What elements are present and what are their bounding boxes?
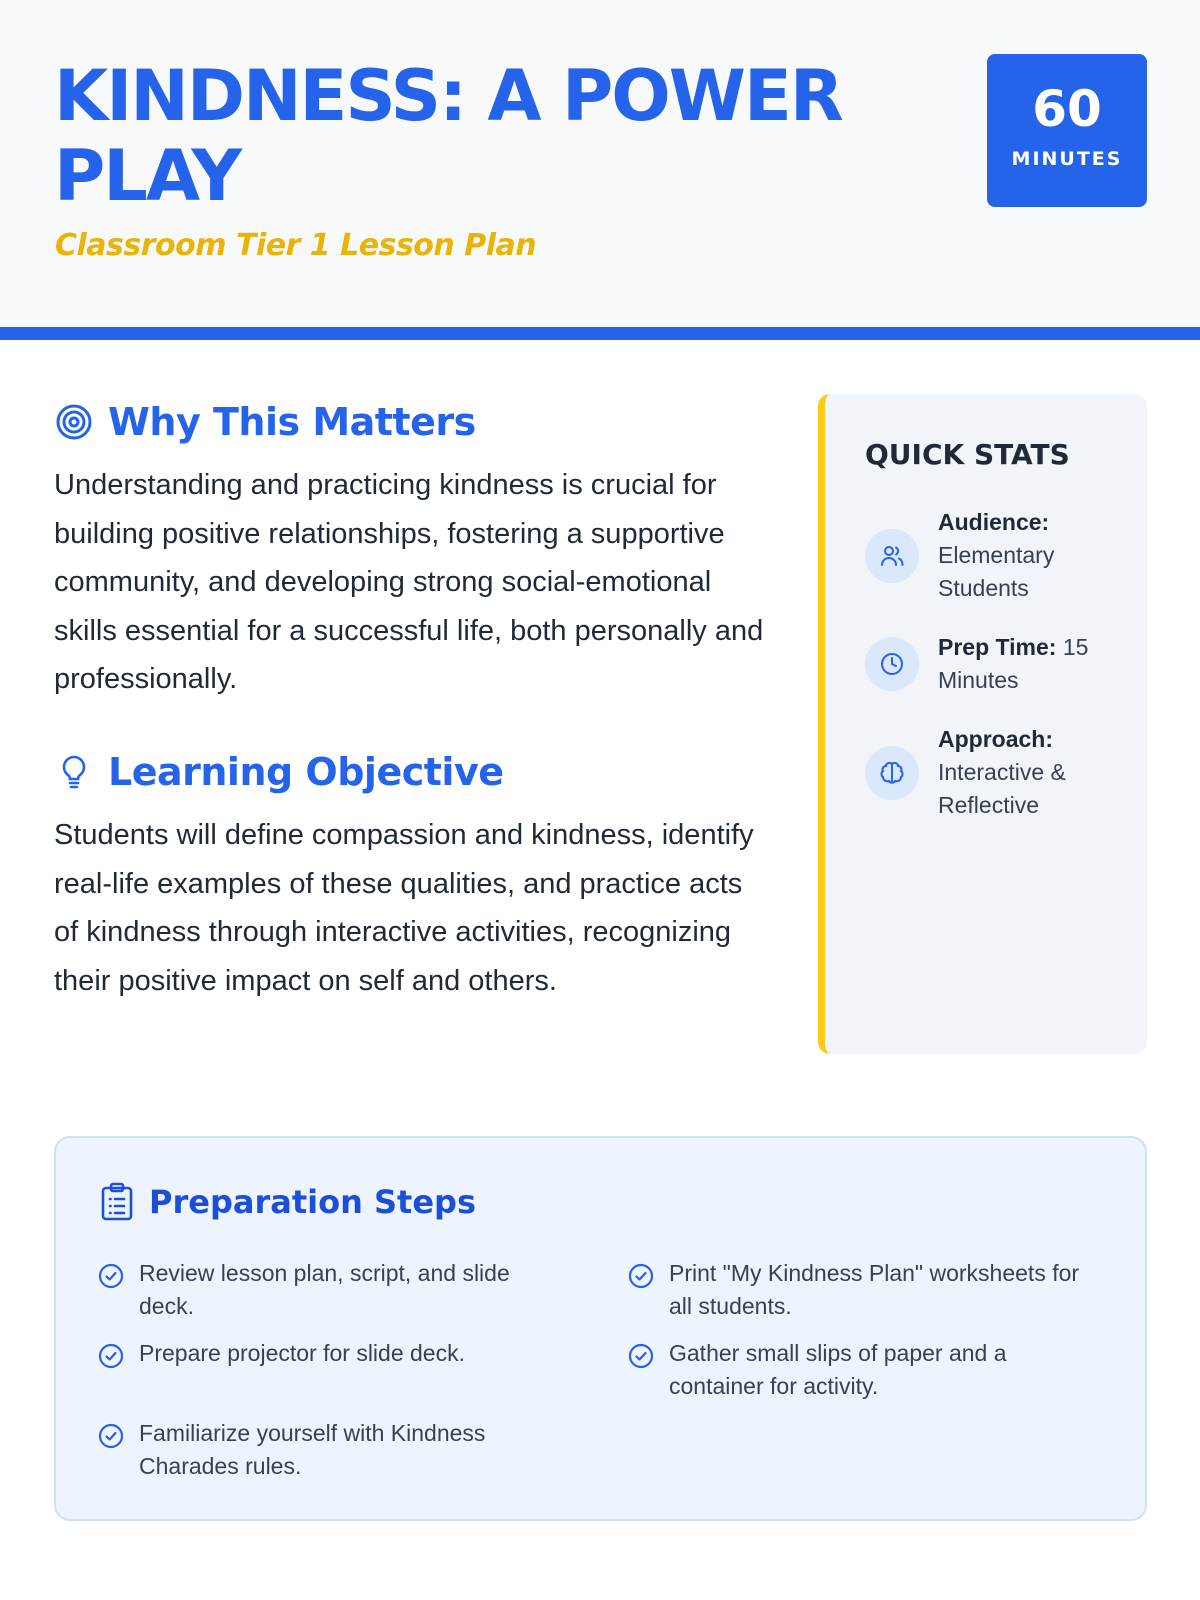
quick-stats-panel [818, 394, 1147, 1054]
stat-audience-value: Elementary Students [938, 542, 1055, 601]
clock-icon [865, 637, 919, 691]
brain-icon [865, 746, 919, 800]
clipboard-icon [99, 1182, 135, 1222]
prep-step-text: Gather small slips of paper and a container for activity. [669, 1340, 1007, 1399]
check-circle-icon [627, 1342, 655, 1370]
stat-approach-label: Approach: [938, 726, 1053, 752]
preparation-heading: Preparation Steps [149, 1183, 476, 1221]
preparation-panel [54, 1136, 1147, 1521]
check-circle-icon [97, 1422, 125, 1450]
header-divider [0, 327, 1200, 340]
check-circle-icon [627, 1262, 655, 1290]
duration-badge [987, 54, 1147, 207]
why-heading-row [54, 400, 476, 444]
prep-step [627, 1257, 1097, 1323]
stat-prep-time-label: Prep Time: [938, 634, 1057, 660]
check-circle-icon [97, 1342, 125, 1370]
why-text: Understanding and practicing kindness is crucial for building positive relationships, fostering a supportive community, and developing strong social-emotional skills essential for a successful life, both personally and professionally. [54, 469, 764, 695]
duration-value: 60 [1032, 80, 1102, 138]
objective-text: Students will define compassion and kindness, identify real-life examples of these qualities, and practice acts of kindness through interactive activities, recognizing their positive impact on self and others. [54, 819, 754, 997]
prep-step-text: Print "My Kindness Plan" worksheets for all students. [669, 1260, 1080, 1319]
page-title: KINDNESS: A POWER PLAY [54, 55, 842, 217]
lightbulb-icon [54, 752, 94, 792]
stat-prep-time [865, 631, 1135, 697]
stat-prep-time-value: 15 Minutes [938, 634, 1089, 693]
page-header [0, 0, 1200, 327]
users-icon [865, 529, 919, 583]
prep-step [97, 1417, 567, 1483]
quick-stats-title: QUICK STATS [865, 438, 1070, 471]
prep-step [97, 1257, 567, 1323]
check-circle-icon [97, 1262, 125, 1290]
why-heading: Why This Matters [108, 400, 476, 444]
duration-unit: MINUTES [1011, 148, 1123, 170]
target-icon [54, 402, 94, 442]
stat-approach [865, 723, 1135, 822]
stat-approach-value: Interactive & Reflective [938, 759, 1066, 818]
stat-audience [865, 506, 1135, 605]
objective-heading: Learning Objective [108, 750, 504, 794]
page-subtitle: Classroom Tier 1 Lesson Plan [55, 228, 537, 263]
prep-step [627, 1337, 1097, 1403]
prep-step-text: Familiarize yourself with Kindness Charades rules. [139, 1420, 486, 1479]
prep-step [97, 1337, 567, 1370]
objective-heading-row [54, 750, 504, 794]
stat-audience-label: Audience: [938, 509, 1050, 535]
preparation-heading-row [99, 1182, 476, 1222]
prep-step-text: Prepare projector for slide deck. [139, 1340, 465, 1366]
prep-step-text: Review lesson plan, script, and slide deck. [139, 1260, 510, 1319]
